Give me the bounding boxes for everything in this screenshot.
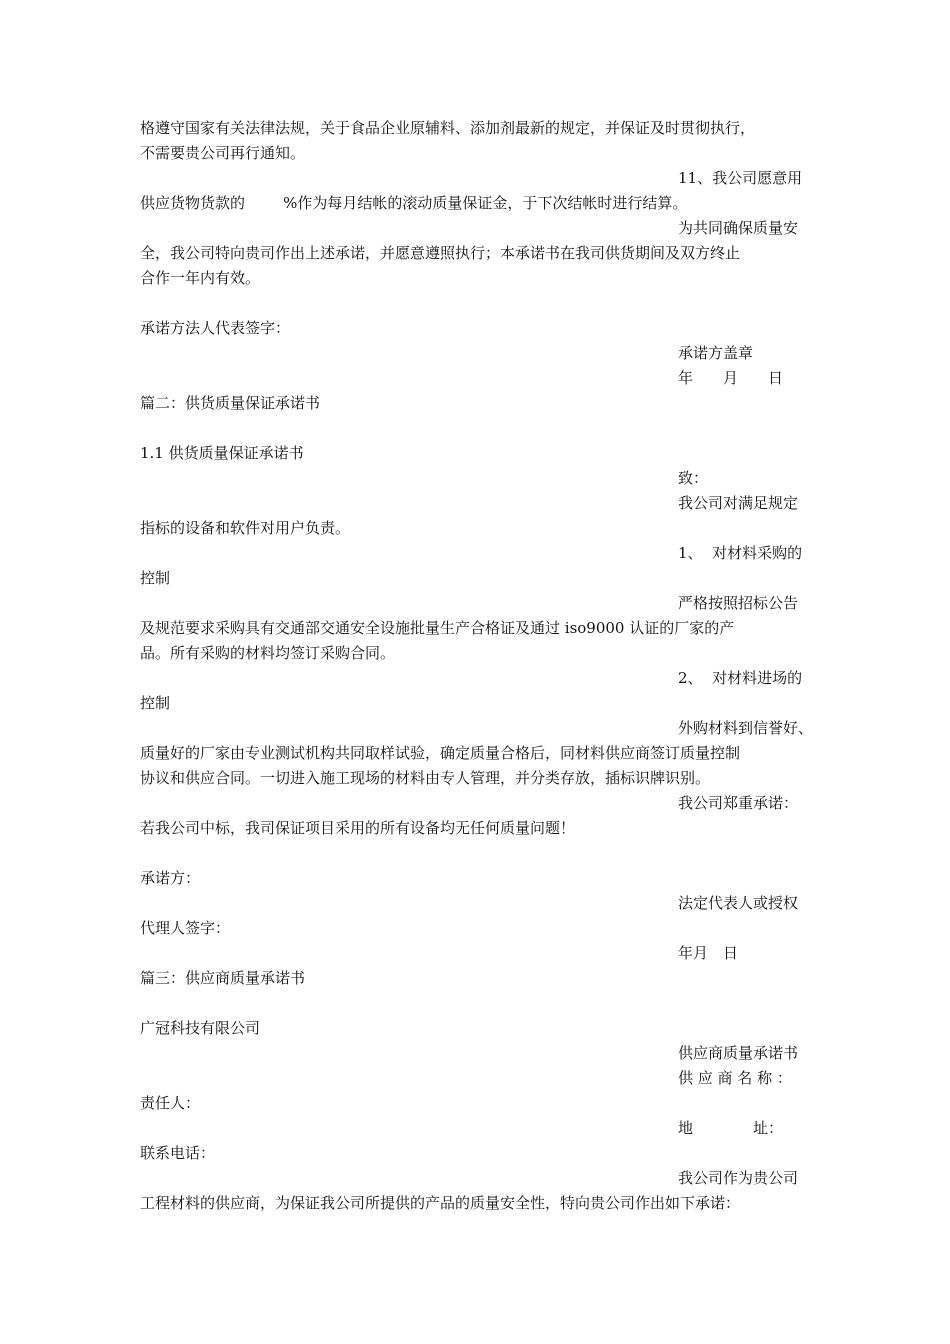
body-text-line: 工程材料的供应商，为保证我公司所提供的产品的质量安全性，特向贵公司作出如下承诺：	[140, 1194, 741, 1212]
clause-11-start: 11、我公司愿意用	[678, 169, 803, 187]
body-text-line: 全，我公司特向贵司作出上述承诺，并愿意遵照执行；本承诺书在我司供货期间及双方终止	[140, 244, 741, 262]
item-1-heading: 1、 对材料采购的	[678, 544, 803, 562]
body-text-line: 质量好的厂家由专业测试机构共同取样试验，确定质量合格后，同材料供应商签订质量控制	[140, 744, 741, 762]
addressee-label: 致：	[678, 469, 709, 487]
item-2-heading: 2、 对材料进场的	[678, 669, 803, 687]
promisor-label: 承诺方：	[140, 869, 201, 887]
company-seal-label: 承诺方盖章	[678, 344, 754, 362]
legal-rep-label: 法定代表人或授权	[678, 894, 799, 912]
body-text-line: 供应货物货款的 %作为每月结帐的滚动质量保证金，于下次结帐时进行结算。	[140, 194, 688, 212]
body-text-line: 格遵守国家有关法律法规，关于食品企业原辅料、添加剂最新的规定，并保证及时贯彻执行，	[140, 119, 756, 137]
body-text-line: 我公司对满足规定	[678, 494, 799, 512]
body-text-line: 及规范要求采购具有交通部交通安全设施批量生产合格证及通过 iso9000 认证的厂家的产	[140, 619, 735, 637]
body-text-line: 我公司作为贵公司	[678, 1169, 799, 1187]
body-text-line: 品。所有采购的材料均签订采购合同。	[140, 644, 396, 662]
section-heading: 篇三：供应商质量承诺书	[140, 969, 306, 987]
body-text-line: 外购材料到信誉好、	[678, 719, 814, 737]
body-text-line: 控制	[140, 694, 171, 712]
address-label: 地 址：	[678, 1119, 784, 1137]
date-label: 年 月 日	[678, 369, 784, 387]
responsible-person-label: 责任人：	[140, 1094, 201, 1112]
date-label: 年月 日	[678, 944, 739, 962]
body-text-line: 若我公司中标，我司保证项目采用的所有设备均无任何质量问题！	[140, 819, 576, 837]
document-title: 供应商质量承诺书	[678, 1044, 799, 1062]
supplier-name-label: 供 应 商 名 称 ：	[678, 1069, 792, 1087]
body-text-line: 我公司郑重承诺：	[678, 794, 799, 812]
body-text-line: 控制	[140, 569, 171, 587]
body-text-line: 不需要贵公司再行通知。	[140, 144, 306, 162]
body-text-line: 严格按照招标公告	[678, 594, 799, 612]
phone-label: 联系电话：	[140, 1144, 216, 1162]
body-text-line: 协议和供应合同。一切进入施工现场的材料由专人管理，并分类存放，插标识牌识别。	[140, 769, 711, 787]
body-text-line: 合作一年内有效。	[140, 269, 261, 287]
body-text-line: 为共同确保质量安	[678, 219, 799, 237]
legal-rep-signature-label: 承诺方法人代表签字：	[140, 319, 291, 337]
subsection-heading: 1.1 供货质量保证承诺书	[140, 444, 304, 462]
section-heading: 篇二：供货质量保证承诺书	[140, 394, 321, 412]
agent-signature-label: 代理人签字：	[140, 919, 231, 937]
body-text-line: 指标的设备和软件对用户负责。	[140, 519, 351, 537]
company-name: 广冠科技有限公司	[140, 1019, 261, 1037]
